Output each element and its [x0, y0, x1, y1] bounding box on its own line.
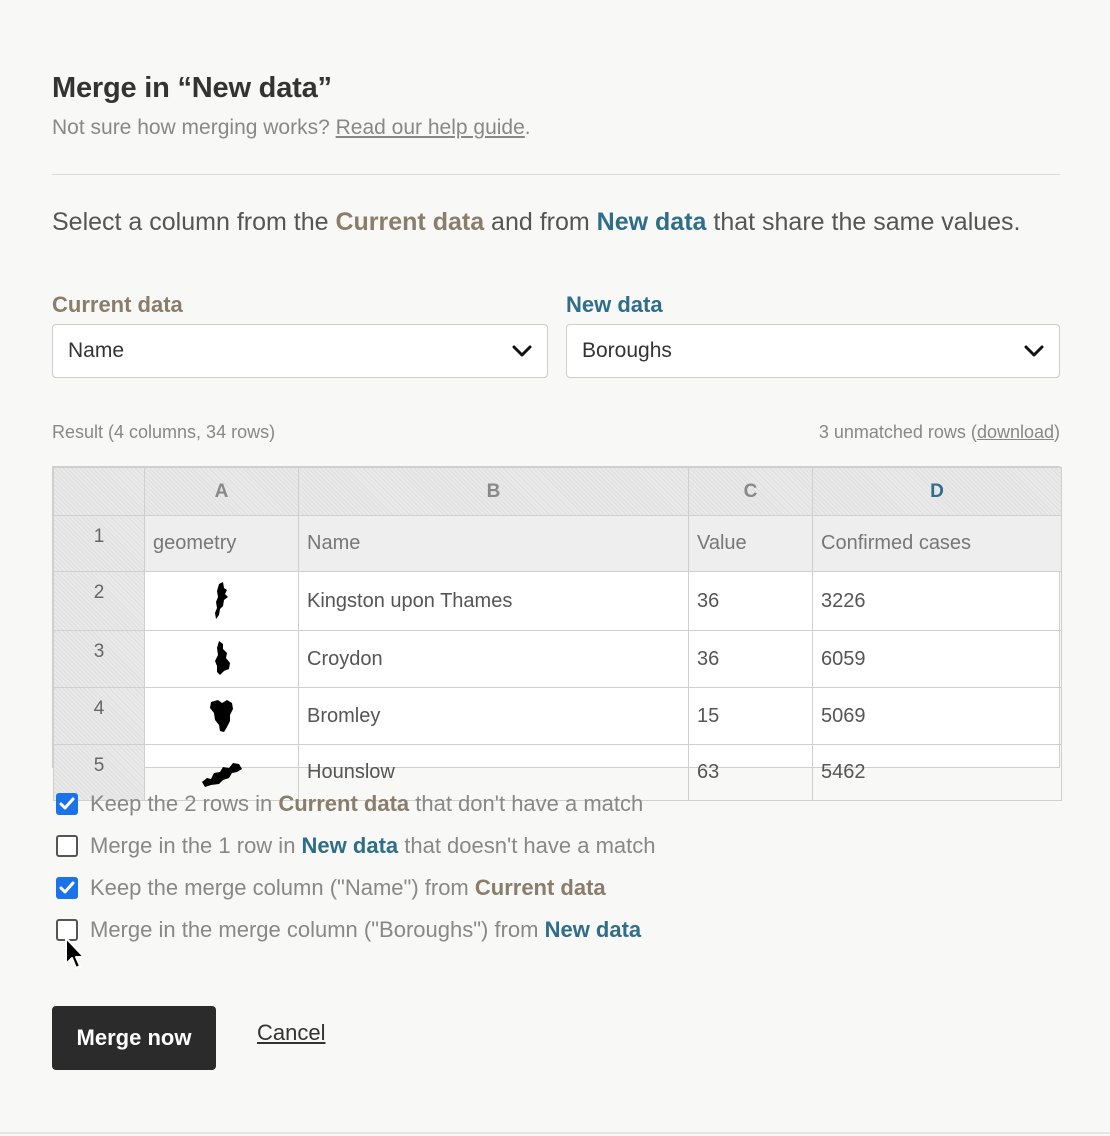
- unmatched-rows: [819, 422, 1060, 443]
- row-number: 5: [54, 745, 145, 801]
- name-cell: Croydon: [299, 631, 689, 688]
- instructions-new-data: New data: [596, 208, 707, 236]
- hounslow-shape: [201, 758, 243, 788]
- confirmed-cases-cell: 6059: [813, 631, 1062, 688]
- row-number: 2: [54, 572, 145, 631]
- geometry-cell: [145, 572, 299, 631]
- unmatched-text: 3 unmatched rows (: [818, 422, 977, 442]
- option-text-start: Merge in the 1 row in: [90, 833, 302, 858]
- option-keep-unmatched-current[interactable]: [56, 786, 643, 822]
- current-data-selected-value: Name: [68, 339, 125, 362]
- value-cell: 36: [689, 572, 813, 631]
- value-cell: 15: [689, 688, 813, 745]
- column-letter-d: D: [813, 468, 1062, 516]
- row-number: 1: [54, 516, 145, 572]
- confirmed-cases-cell: 5462: [813, 745, 1062, 801]
- current-data-emphasis: Current data: [474, 875, 606, 900]
- chevron-down-icon: [511, 340, 533, 362]
- table-row: [54, 631, 1062, 688]
- geometry-cell: [145, 631, 299, 688]
- new-data-column-select[interactable]: [566, 324, 1060, 378]
- new-data-selected-value: Boroughs: [582, 339, 672, 362]
- row-number: 3: [54, 631, 145, 688]
- instructions-current-data: Current data: [335, 208, 485, 236]
- new-data-label: New data: [566, 292, 663, 317]
- result-preview-grid[interactable]: [52, 466, 1060, 783]
- subtitle-text: Not sure how merging works?: [52, 116, 336, 139]
- checkmark-icon: [59, 881, 75, 895]
- current-data-emphasis: Current data: [278, 791, 410, 816]
- download-unmatched-link[interactable]: download: [976, 422, 1054, 442]
- option-text: [90, 833, 656, 859]
- column-letter-b: B: [299, 468, 689, 516]
- preview-table: [53, 467, 1062, 801]
- header-cell-value: Value: [689, 516, 813, 572]
- instructions-part3: that share the same values.: [706, 208, 1021, 236]
- checkmark-icon: [59, 797, 75, 811]
- name-cell: Bromley: [299, 688, 689, 745]
- new-data-emphasis: New data: [301, 833, 399, 858]
- value-cell: 63: [689, 745, 813, 801]
- header-cell-confirmed-cases: Confirmed cases: [813, 516, 1062, 572]
- new-data-emphasis: New data: [544, 917, 642, 942]
- column-letter-c: C: [689, 468, 813, 516]
- column-letter-row: [54, 468, 1062, 516]
- mouse-pointer-icon: [64, 936, 86, 972]
- bottom-border: [0, 1132, 1110, 1134]
- geometry-cell: [145, 688, 299, 745]
- table-header-row: [54, 516, 1062, 572]
- confirmed-cases-cell: 5069: [813, 688, 1062, 745]
- kingston-shape: [210, 582, 234, 620]
- unmatched-suffix: ): [1054, 422, 1060, 442]
- subtitle-suffix: .: [524, 116, 531, 139]
- value-cell: 36: [689, 631, 813, 688]
- checkbox-checked[interactable]: [56, 793, 78, 815]
- option-text: [90, 917, 641, 943]
- option-keep-merge-column-current[interactable]: [56, 870, 606, 906]
- option-text-end: that don't have a match: [409, 791, 644, 816]
- current-data-column-select[interactable]: [52, 324, 548, 378]
- result-summary: Result (4 columns, 34 rows): [52, 422, 276, 442]
- merge-now-button[interactable]: Merge now: [52, 1006, 216, 1070]
- dialog-title: Merge in “New data”: [52, 72, 332, 104]
- instructions-part1: Select a column from the: [52, 208, 336, 236]
- cancel-link[interactable]: Cancel: [257, 1020, 326, 1045]
- row-number: 4: [54, 688, 145, 745]
- header-cell-geometry: geometry: [145, 516, 299, 572]
- divider: [52, 174, 1060, 175]
- current-data-label: Current data: [52, 292, 183, 317]
- option-text: [90, 791, 643, 817]
- croydon-shape: [209, 641, 235, 677]
- checkbox-checked[interactable]: [56, 877, 78, 899]
- header-cell-name: Name: [299, 516, 689, 572]
- column-letter-a: A: [145, 468, 299, 516]
- table-row: [54, 572, 1062, 631]
- bromley-shape: [207, 698, 237, 734]
- option-merge-column-new[interactable]: [56, 912, 641, 948]
- confirmed-cases-cell: 3226: [813, 572, 1062, 631]
- table-row: [54, 688, 1062, 745]
- instructions: [52, 204, 1052, 240]
- chevron-down-icon: [1023, 340, 1045, 362]
- option-text: [90, 875, 606, 901]
- option-merge-unmatched-new[interactable]: [56, 828, 656, 864]
- instructions-part2: and from: [484, 208, 597, 236]
- option-text-start: Keep the merge column ("Name") from: [90, 875, 475, 900]
- option-text-start: Keep the 2 rows in: [90, 791, 279, 816]
- dialog-subtitle: [52, 116, 531, 140]
- option-text-start: Merge in the merge column ("Boroughs") from: [90, 917, 545, 942]
- checkbox-unchecked[interactable]: [56, 835, 78, 857]
- grid-corner: [54, 468, 145, 516]
- name-cell: Hounslow: [299, 745, 689, 801]
- name-cell: Kingston upon Thames: [299, 572, 689, 631]
- option-text-end: that doesn't have a match: [398, 833, 656, 858]
- help-guide-link[interactable]: Read our help guide: [335, 116, 525, 139]
